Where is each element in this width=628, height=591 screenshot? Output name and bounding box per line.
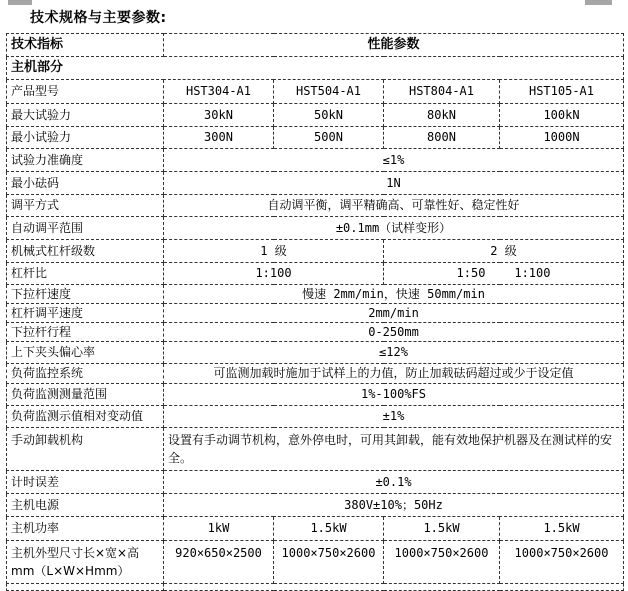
spec-value: HST105-A1 [500, 80, 624, 104]
ui-fragment-right [585, 0, 612, 5]
spec-value: 80kN [384, 104, 500, 127]
spec-value: ±0.1mm（试样变形） [164, 217, 624, 240]
spec-label: 杠杆调平速度 [7, 304, 164, 323]
spec-value [164, 584, 624, 591]
spec-value: ≤12% [164, 342, 624, 364]
row-product-model [7, 80, 624, 104]
spec-value: 1000N [500, 127, 624, 149]
row-lever-stages [7, 240, 624, 263]
spec-label: 下拉杆速度 [7, 285, 164, 304]
row-load-indication-variation [7, 406, 624, 428]
spec-value: 0-250mm [164, 323, 624, 342]
spec-value: 1kW [164, 517, 274, 541]
row-min-weight [7, 172, 624, 195]
row-dimensions [7, 541, 624, 584]
spec-value: 可监测加载时施加于试样上的力值，防止加载砝码超过或少于设定值 [164, 364, 624, 384]
spec-value: 2 级 [384, 240, 624, 263]
spec-value: 1N [164, 172, 624, 195]
spec-label: 负荷监测测量范围 [7, 384, 164, 406]
spec-value: 380V±10%；50Hz [164, 494, 624, 517]
row-min-test-force [7, 127, 624, 149]
spec-value: HST804-A1 [384, 80, 500, 104]
spec-label-line2: mm（L×W×Hmm） [11, 564, 130, 578]
spec-value: 1.5kW [500, 517, 624, 541]
spec-label: 机械式杠杆级数 [7, 240, 164, 263]
spec-value: 2mm/min [164, 304, 624, 323]
ui-fragment-left [8, 0, 32, 5]
row-machine-power [7, 517, 624, 541]
spec-label: 杠杆比 [7, 263, 164, 285]
row-force-accuracy [7, 149, 624, 172]
spec-label: 产品型号 [7, 80, 164, 104]
spec-value: 自动调平衡，调平精确高、可靠性好、稳定性好 [164, 195, 624, 217]
spec-label: 最小试验力 [7, 127, 164, 149]
spec-label: 主机电源 [7, 494, 164, 517]
spec-value: 1%-100%FS [164, 384, 624, 406]
header-indicator: 技术指标 [7, 34, 164, 57]
spec-label: 计时误差 [7, 471, 164, 494]
spec-label: 试验力准确度 [7, 149, 164, 172]
spec-label: 负荷监测示值相对变动值 [7, 406, 164, 428]
row-power-supply [7, 494, 624, 517]
spec-label: 手动卸载机构 [7, 428, 164, 471]
row-lever-leveling-speed [7, 304, 624, 323]
row-pull-rod-speed [7, 285, 624, 304]
spec-label: 最大试验力 [7, 104, 164, 127]
row-load-monitoring-range [7, 384, 624, 406]
row-max-test-force [7, 104, 624, 127]
section-title: 主机部分 [7, 57, 624, 80]
row-pull-rod-travel [7, 323, 624, 342]
spec-value: 30kN [164, 104, 274, 127]
spec-value: HST504-A1 [274, 80, 384, 104]
spec-label: 主机功率 [7, 517, 164, 541]
spec-value: 1.5kW [384, 517, 500, 541]
spec-value: 100kN [500, 104, 624, 127]
spec-value: 1.5kW [274, 517, 384, 541]
spec-value: 50kN [274, 104, 384, 127]
spec-label [7, 584, 164, 591]
spec-label: 自动调平范围 [7, 217, 164, 240]
spec-value: 500N [274, 127, 384, 149]
spec-value: 1:50 1:100 [384, 263, 624, 285]
spec-value: HST304-A1 [164, 80, 274, 104]
spec-value: 1000×750×2600 [500, 541, 624, 584]
spec-value: 920×650×2500 [164, 541, 274, 584]
spec-value: 1 级 [164, 240, 384, 263]
spec-label: 下拉杆行程 [7, 323, 164, 342]
row-auto-leveling-range [7, 217, 624, 240]
spec-label-line1: 主机外型尺寸长×宽×高 [11, 546, 140, 560]
spec-value: 1000×750×2600 [384, 541, 500, 584]
spec-value: ±1% [164, 406, 624, 428]
spec-value: ≤1% [164, 149, 624, 172]
row-chuck-eccentricity [7, 342, 624, 364]
page-title: 技术规格与主要参数: [30, 10, 167, 26]
spec-label: 调平方式 [7, 195, 164, 217]
row-partial-cutoff [7, 584, 624, 591]
row-table-header [7, 34, 624, 57]
spec-value: ±0.1% [164, 471, 624, 494]
row-section-host [7, 57, 624, 80]
header-parameter: 性能参数 [164, 34, 624, 57]
spec-value: 800N [384, 127, 500, 149]
spec-value: 设置有手动调节机构，意外停电时，可用其卸载，能有效地保护机器及在测试样的安全。 [164, 428, 624, 471]
row-lever-ratio [7, 263, 624, 285]
row-load-monitoring-system [7, 364, 624, 384]
spec-value: 1000×750×2600 [274, 541, 384, 584]
spec-label: 负荷监控系统 [7, 364, 164, 384]
row-leveling-method [7, 195, 624, 217]
spec-label: 上下夹头偏心率 [7, 342, 164, 364]
spec-value: 慢速 2mm/min，快速 50mm/min [164, 285, 624, 304]
row-timing-error [7, 471, 624, 494]
spec-value: 1:100 [164, 263, 384, 285]
spec-value: 300N [164, 127, 274, 149]
spec-label [7, 541, 164, 584]
row-manual-unload-mechanism [7, 428, 624, 471]
spec-table [6, 33, 624, 591]
spec-label: 最小砝码 [7, 172, 164, 195]
